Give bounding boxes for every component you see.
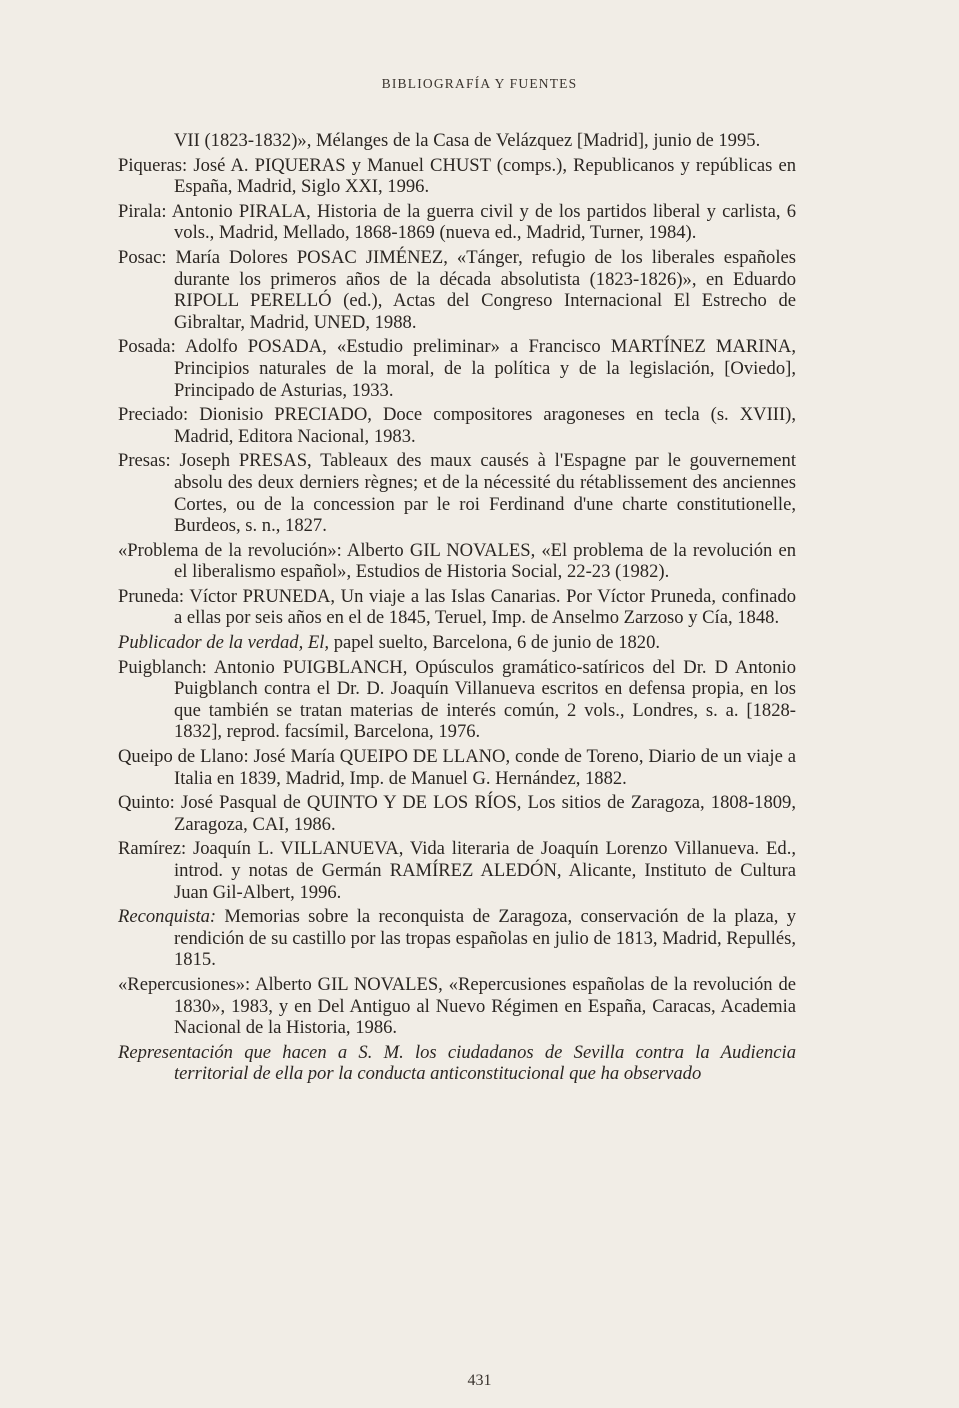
- entry-key: Piqueras:: [118, 154, 188, 176]
- entry-text: María Dolores POSAC JIMÉNEZ, «Tánger, refugio de los liberales españoles durante los primeros años de la década absolutista (1823-1826)», en Eduardo RIPOLL PERELLÓ (ed.), Actas del Congreso Internacional El Estrecho de Gibraltar, Madrid, UNED, 1988.: [166, 246, 796, 333]
- bibliography-entry: [118, 657, 796, 743]
- bibliography-entry: [118, 906, 796, 971]
- entry-key: Ramírez:: [118, 838, 187, 860]
- entry-text: Adolfo POSADA, «Estudio preliminar» a Francisco MARTÍNEZ MARINA, Principios naturales de la moral, de la política y de la legislación, [Oviedo], Principado de Asturias, 1933.: [174, 336, 796, 401]
- entry-text: José Pasqual de QUINTO Y DE LOS RÍOS, Los sitios de Zaragoza, 1808-1809, Zaragoza, CAI, 1986.: [174, 792, 796, 835]
- bibliography-entry: [118, 201, 796, 244]
- running-head: BIBLIOGRAFÍA Y FUENTES: [381, 76, 578, 91]
- entry-key: Posac:: [118, 246, 167, 268]
- entry-text: papel suelto, Barcelona, 6 de junio de 1820.: [329, 632, 661, 654]
- entry-text: Alberto GIL NOVALES, «Repercusiones españolas de la revolución de 1830», 1983, y en Del Antiguo al Nuevo Régimen en España, Caracas, Academia Nacional de la Historia, 1986.: [174, 973, 796, 1039]
- entry-text: Antonio PIRALA, Historia de la guerra civil y de los partidos liberal y carlista, 6 vols., Madrid, Mellado, 1868-1869 (nueva ed., Madrid, Turner, 1984).: [166, 200, 796, 244]
- entry-key: Quinto:: [118, 792, 175, 814]
- entry-text: Memorias sobre la reconquista de Zaragoza, conservación de la plaza, y rendición de su castillo por las tropas españolas en julio de 1813, Madrid, Repullés, 1815.: [174, 906, 796, 971]
- entry-key: Pruneda:: [118, 585, 185, 607]
- entry-key: Queipo de Llano:: [118, 746, 249, 768]
- bibliography-entry: [118, 155, 796, 198]
- entry-text: Dionisio PRECIADO, Doce compositores aragoneses en tecla (s. XVIII), Madrid, Editora Nacional, 1983.: [174, 404, 796, 447]
- bibliography-entry: [118, 792, 796, 835]
- entry-key: Presas:: [118, 450, 171, 472]
- bibliography-entry: [118, 404, 796, 447]
- entry-key: Posada:: [118, 336, 176, 358]
- bibliography-entry: [118, 336, 796, 401]
- bibliography-entry: [118, 450, 796, 536]
- entry-key: Preciado:: [118, 404, 189, 426]
- entry-text: Víctor PRUNEDA, Un viaje a las Islas Canarias. Por Víctor Pruneda, confinado a ellas por seis años en el de 1845, Teruel, Imp. de Anselmo Zarzoso y Cía, 1848.: [174, 585, 796, 629]
- entry-key: Publicador de la verdad, El,: [118, 632, 330, 654]
- page-number: 431: [467, 1372, 492, 1389]
- entry-text: VII (1823-1832)», Mélanges de la Casa de Velázquez [Madrid], junio de 1995.: [174, 130, 761, 151]
- bibliography-entry: [118, 838, 796, 903]
- bibliography-entry: [118, 746, 796, 789]
- entry-text: Joseph PRESAS, Tableaux des maux causés à l'Espagne par le gouvernement absolu des deux derniers règnes; et de la nécessité du rétablissement des anciennes Cortes, ou de la concession par le roi Ferdinand d'une charte constitutionelle, Burdeos, s. n., 1827.: [170, 450, 796, 537]
- bibliography-entry: [146, 130, 796, 152]
- entry-text: Alberto GIL NOVALES, «El problema de la revolución en el liberalismo español», Estudios de Historia Social, 22-23 (1982).: [174, 539, 796, 583]
- entry-text: Antonio PUIGBLANCH, Opúsculos gramático-satíricos del Dr. D Antonio Puigblanch contra el Dr. D. Joaquín Villanueva escritos en defensa propia, en los que también se tratan materias de interés común, 2 vols., Londres, s. a. [1828-1832], reprod. facsímil, Barcelona, 1976.: [174, 656, 796, 743]
- entry-key: «Problema de la revolución»:: [118, 539, 342, 561]
- bibliography-list: [118, 130, 796, 1088]
- entry-key: Pirala:: [118, 200, 167, 222]
- entry-key: Reconquista:: [118, 906, 217, 928]
- entry-text: José A. PIQUERAS y Manuel CHUST (comps.), Republicanos y repúblicas en España, Madrid, Siglo XXI, 1996.: [174, 154, 796, 198]
- entry-key: Puigblanch:: [118, 656, 207, 678]
- entry-key: Representación que hacen a S. M. los ciudadanos de Sevilla contra la Audiencia territorial de ella por la conducta anticonstitucional que ha observado: [118, 1041, 796, 1085]
- entry-text: Joaquín L. VILLANUEVA, Vida literaria de Joaquín Lorenzo Villanueva. Ed., introd. y notas de Germán RAMÍREZ ALEDÓN, Alicante, Instituto de Cultura Juan Gil-Albert, 1996.: [174, 838, 796, 903]
- bibliography-entry: [118, 586, 796, 629]
- entry-text: José María QUEIPO DE LLANO, conde de Toreno, Diario de un viaje a Italia en 1839, Madrid, Imp. de Manuel G. Hernández, 1882.: [174, 746, 797, 789]
- entry-key: «Repercusiones»:: [118, 973, 251, 995]
- bibliography-entry: [118, 1042, 796, 1085]
- bibliography-entry: [118, 540, 796, 583]
- bibliography-entry: [118, 974, 796, 1039]
- bibliography-entry: [118, 247, 796, 333]
- bibliography-entry: [118, 632, 796, 654]
